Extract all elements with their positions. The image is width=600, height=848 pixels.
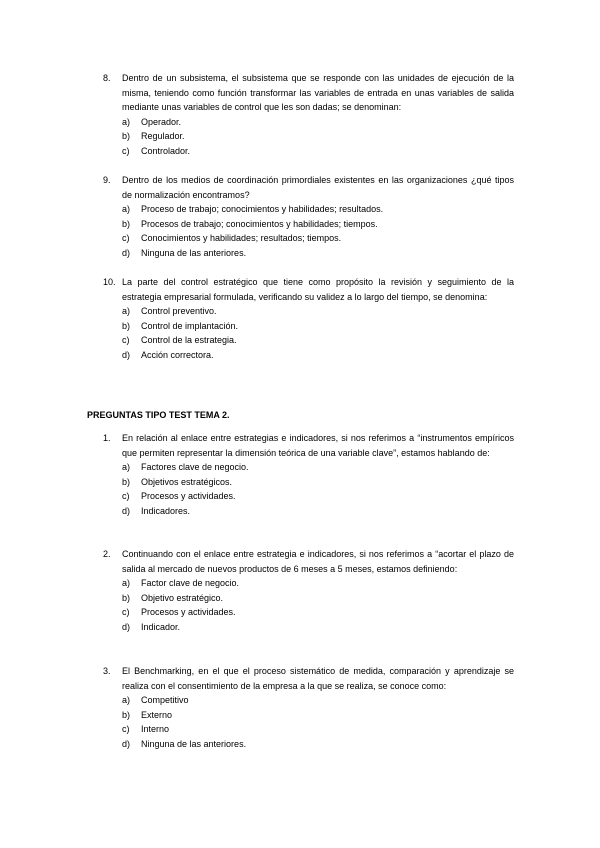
question-text: La parte del control estratégico que tiene como propósito la revisión y seguimiento de la estrategia empresarial formulada, verificando su validez a lo largo del tiempo, se denomina: (122, 277, 514, 302)
option-b: b) Objetivo estratégico. (122, 592, 224, 603)
option-b: b) Control de implantación. (122, 320, 239, 331)
question-10 (0, 275, 600, 363)
options-list (0, 460, 600, 518)
question-number: 8. (103, 73, 111, 83)
option-a: a) Operador. (122, 116, 182, 127)
question-text: El Benchmarking, en el que el proceso sistemático de medida, comparación y aprendizaje se realiza con el consentimiento de la empresa a la que se realiza, se conoce como: (122, 666, 514, 691)
question-2 (0, 547, 600, 635)
question-text: Dentro de un subsistema, el subsistema que se responde con las unidades de ejecución de la misma, teniendo como función transformar las variables de entrada en unas variables de salida mediante unas variables de control que les son dadas; se denominan: (122, 73, 514, 113)
section-heading: PREGUNTAS TIPO TEST TEMA 2. (87, 410, 230, 420)
options-list (0, 693, 600, 751)
question-8 (0, 71, 600, 159)
question-number: 9. (103, 175, 111, 185)
question-number: 10. (103, 277, 116, 287)
option-c: c) Interno (122, 724, 170, 735)
question-text: Continuando con el enlace entre estrategia e indicadores, si nos referimos a “acortar el plazo de salida al mercado de nuevos productos de 6 meses a 5 meses, estamos definiendo: (122, 549, 514, 574)
option-d: d) Acción correctora. (122, 349, 214, 360)
option-d: d) Ninguna de las anteriores. (122, 738, 247, 749)
question-number: 3. (103, 666, 111, 676)
question-text: En relación al enlace entre estrategias e indicadores, si nos referimos a “instrumentos empíricos que permiten representar la dimensión teórica de una variable clave”, estamos hablando de: (122, 433, 514, 458)
question-number: 2. (103, 549, 111, 559)
options-list (0, 202, 600, 260)
options-list (0, 304, 600, 362)
option-d: d) Ninguna de las anteriores. (122, 247, 247, 258)
option-b: b) Externo (122, 709, 173, 720)
option-c: c) Procesos y actividades. (122, 491, 236, 502)
option-d: d) Indicador. (122, 621, 181, 632)
question-3 (0, 664, 600, 752)
option-b: b) Regulador. (122, 131, 185, 142)
option-c: c) Control de la estrategia. (122, 335, 237, 346)
question-number: 1. (103, 433, 111, 443)
option-a: a) Factores clave de negocio. (122, 462, 249, 473)
option-b: b) Objetivos estratégicos. (122, 476, 233, 487)
option-c: c) Conocimientos y habilidades; resultados; tiempos. (122, 233, 342, 244)
question-1 (0, 431, 600, 519)
options-list (0, 115, 600, 159)
option-a: a) Proceso de trabajo; conocimientos y habilidades; resultados. (122, 204, 384, 215)
option-a: a) Control preventivo. (122, 306, 217, 317)
question-text: Dentro de los medios de coordinación primordiales existentes en las organizaciones ¿qué tipos de normalización encontramos? (122, 175, 514, 200)
question-9 (0, 173, 600, 261)
options-list (0, 576, 600, 634)
option-a: a) Factor clave de negocio. (122, 578, 240, 589)
option-c: c) Procesos y actividades. (122, 607, 236, 618)
option-b: b) Procesos de trabajo; conocimientos y habilidades; tiempos. (122, 218, 378, 229)
option-c: c) Controlador. (122, 145, 191, 156)
option-a: a) Competitivo (122, 695, 189, 706)
option-d: d) Indicadores. (122, 505, 191, 516)
